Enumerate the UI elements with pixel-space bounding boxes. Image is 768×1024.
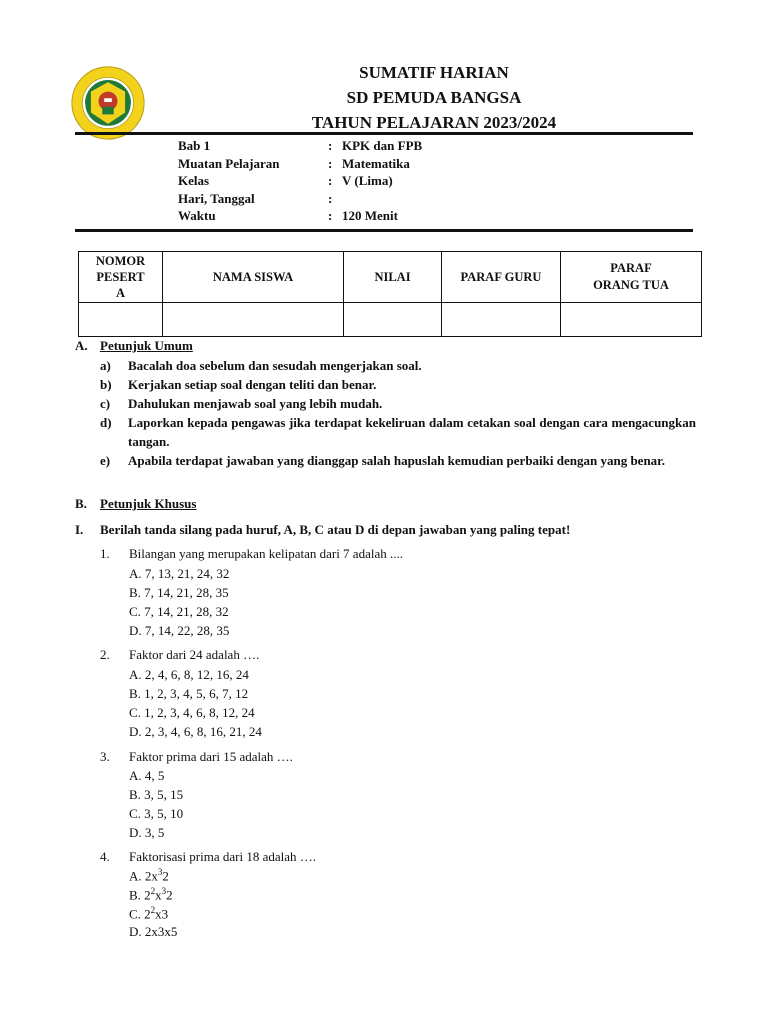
item-label: c) (100, 396, 111, 411)
info-label: Muatan Pelajaran (178, 155, 280, 171)
info-separator: : (328, 173, 333, 188)
info-label: Hari, Tanggal (178, 190, 255, 206)
question-number: 1. (100, 546, 110, 561)
info-label: Waktu (178, 208, 216, 223)
item-label: e) (100, 453, 111, 468)
cell-paraf-orang-tua[interactable] (561, 303, 702, 337)
list-item (100, 413, 696, 451)
header-nilai: NILAI (344, 252, 442, 303)
info-row (178, 190, 422, 208)
info-value: KPK dan FPB (342, 138, 423, 153)
list-item (100, 356, 696, 375)
info-separator: : (328, 190, 333, 206)
item-label: a) (100, 358, 111, 373)
info-row (178, 172, 422, 190)
info-label: Kelas (178, 173, 210, 188)
header-line: PARAF (610, 261, 652, 275)
header-school: SD PEMUDA BANGSA (346, 88, 522, 107)
item-text: Laporkan kepada pengawas jika terdapat kekeliruan dalam cetakan soal dengan cara mengacungkan tangan. (128, 415, 696, 449)
answer-option[interactable]: D. 2x3x5 (129, 924, 178, 939)
info-divider (75, 229, 693, 232)
info-row (178, 137, 422, 155)
section-marker: B. (75, 496, 87, 511)
info-separator: : (328, 155, 333, 171)
answer-option[interactable]: D. 3, 5 (129, 825, 165, 840)
answer-option[interactable]: B. 1, 2, 3, 4, 5, 6, 7, 12 (129, 686, 249, 701)
exponent: 2 (150, 905, 156, 915)
info-value: V (Lima) (342, 173, 393, 188)
item-label: b) (100, 377, 112, 392)
question-number: 3. (100, 749, 110, 764)
question-stem: Faktor dari 24 adalah …. (129, 647, 260, 662)
header-line: ORANG TUA (593, 278, 669, 292)
header-title: SUMATIF HARIAN (359, 63, 509, 82)
header-line: PESERT (96, 270, 145, 284)
info-row (178, 155, 422, 173)
answer-option[interactable]: A. 4, 5 (129, 768, 165, 783)
answer-option[interactable]: C. 1, 2, 3, 4, 6, 8, 12, 24 (129, 705, 255, 720)
info-separator: : (328, 208, 333, 223)
info-value: Matematika (342, 155, 410, 171)
item-text: Dahulukan menjawab soal yang lebih mudah. (128, 396, 383, 411)
cell-paraf-guru[interactable] (442, 303, 561, 337)
question-stem: Faktor prima dari 15 adalah …. (129, 749, 293, 764)
answer-option[interactable]: C. $2^2x3$ (129, 905, 169, 922)
section-marker: A. (75, 338, 88, 353)
info-row (178, 207, 422, 225)
table-row (79, 303, 702, 337)
section-marker: I. (75, 522, 84, 537)
section-i-instruction: Berilah tanda silang pada huruf, A, B, C atau D di depan jawaban yang paling tepat! (100, 522, 571, 537)
answer-option[interactable]: B. 7, 14, 21, 28, 35 (129, 585, 229, 600)
cell-nama-siswa[interactable] (163, 303, 344, 337)
question-number: 4. (100, 849, 110, 864)
cell-nomor-peserta[interactable] (79, 303, 163, 337)
header-paraf-guru: PARAF GURU (442, 252, 561, 303)
item-text: Kerjakan setiap soal dengan teliti dan benar. (128, 377, 377, 392)
section-title-petunjuk-umum: Petunjuk Umum (100, 338, 193, 353)
answer-option[interactable]: A. 7, 13, 21, 24, 32 (129, 566, 230, 581)
answer-option[interactable]: A. 2, 4, 6, 8, 12, 16, 24 (129, 667, 249, 682)
answer-option[interactable]: C. 7, 14, 21, 28, 32 (129, 604, 229, 619)
answer-option[interactable]: B. $2^2x^32$ (129, 886, 173, 903)
answer-option[interactable]: D. 2, 3, 4, 6, 8, 16, 21, 24 (129, 724, 262, 739)
info-separator: : (328, 138, 333, 153)
question-stem: Bilangan yang merupakan kelipatan dari 7 adalah .... (129, 546, 403, 561)
item-label: d) (100, 415, 112, 430)
header-year: TAHUN PELAJARAN 2023/2024 (311, 113, 557, 132)
info-label: Bab 1 (178, 138, 211, 153)
section-title-petunjuk-khusus: Petunjuk Khusus (100, 496, 197, 511)
answer-option[interactable]: A. $2x^32$ (129, 867, 169, 884)
student-table (78, 251, 702, 337)
list-item (100, 375, 696, 394)
exponent: 3 (161, 886, 167, 896)
list-item (100, 394, 696, 413)
info-value: 120 Menit (342, 208, 398, 223)
exam-header (180, 60, 688, 135)
header-paraf-orang-tua (561, 252, 702, 303)
header-line: NOMOR (95, 254, 146, 268)
header-nama-siswa: NAMA SISWA (163, 252, 344, 303)
header-divider (75, 132, 693, 135)
exponent: 3 (157, 867, 163, 877)
header-line: A (115, 286, 126, 300)
cell-nilai[interactable] (344, 303, 442, 337)
item-text: Apabila terdapat jawaban yang dianggap salah hapuslah kemudian perbaiki dengan yang benar. (128, 453, 666, 468)
answer-option[interactable]: B. 3, 5, 15 (129, 787, 184, 802)
header-nomor-peserta (79, 252, 163, 303)
item-text: Bacalah doa sebelum dan sesudah mengerjakan soal. (128, 358, 422, 373)
exam-info (178, 137, 422, 225)
question-number: 2. (100, 647, 110, 662)
question-stem: Faktorisasi prima dari 18 adalah …. (129, 849, 317, 864)
table-header-row (79, 252, 702, 303)
school-logo (70, 65, 146, 141)
answer-option[interactable]: D. 7, 14, 22, 28, 35 (129, 623, 230, 638)
exponent: 2 (150, 886, 156, 896)
answer-option[interactable]: C. 3, 5, 10 (129, 806, 184, 821)
list-item (100, 451, 696, 470)
